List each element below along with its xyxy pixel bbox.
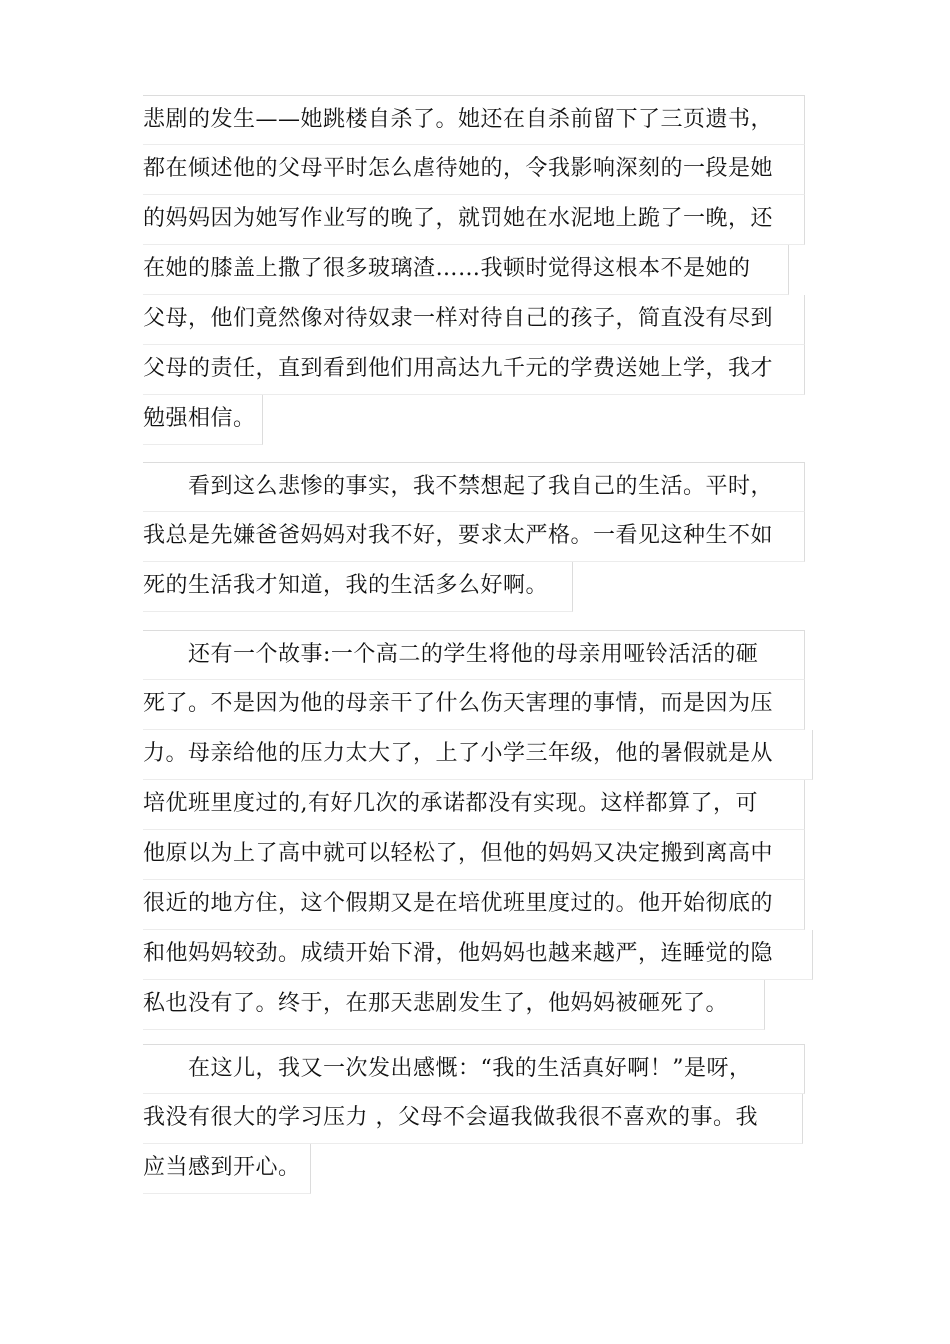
text-line: 死了。不是因为他的母亲干了什么伤天害理的事情，而是因为压 [143,680,805,730]
text-line: 我总是先嫌爸爸妈妈对我不好，要求太严格。一看见这种生不如 [143,512,805,562]
text-line: 父母，他们竟然像对待奴隶一样对待自己的孩子，简直没有尽到 [143,295,805,345]
paragraph-4 [143,1044,805,1194]
text-line: 都在倾述他的父母平时怎么虐待她的，令我影响深刻的一段是她 [143,145,805,195]
text-line: 很近的地方住，这个假期又是在培优班里度过的。他开始彻底的 [143,880,805,930]
paragraph-2 [143,462,805,612]
text-line: 在这儿，我又一次发出感慨：“我的生活真好啊！”是呀， [143,1044,805,1094]
text-line: 培优班里度过的,有好几次的承诺都没有实现。这样都算了，可 [143,780,805,830]
text-line: 和他妈妈较劲。成绩开始下滑，他妈妈也越来越严，连睡觉的隐 [143,930,813,980]
text-line: 死的生活我才知道，我的生活多么好啊。 [143,562,573,612]
text-line: 父母的责任，直到看到他们用高达九千元的学费送她上学，我才 [143,345,805,395]
paragraph-1 [143,95,805,445]
text-line: 应当感到开心。 [143,1144,311,1194]
text-line: 看到这么悲惨的事实，我不禁想起了我自己的生活。平时， [143,462,805,512]
paragraph-3 [143,630,813,1030]
text-line: 力。母亲给他的压力太大了，上了小学三年级，他的暑假就是从 [143,730,813,780]
text-line: 的妈妈因为她写作业写的晚了，就罚她在水泥地上跪了一晚，还 [143,195,805,245]
text-line: 在她的膝盖上撒了很多玻璃渣……我顿时觉得这根本不是她的 [143,245,789,295]
text-line: 勉强相信。 [143,395,263,445]
text-line: 他原以为上了高中就可以轻松了，但他的妈妈又决定搬到离高中 [143,830,805,880]
text-line: 还有一个故事:一个高二的学生将他的母亲用哑铃活活的砸 [143,630,805,680]
text-line: 私也没有了。终于，在那天悲剧发生了，他妈妈被砸死了。 [143,980,765,1030]
text-line: 我没有很大的学习压力 ，父母不会逼我做我很不喜欢的事。我 [143,1094,803,1144]
text-line: 悲剧的发生——她跳楼自杀了。她还在自杀前留下了三页遗书， [143,95,805,145]
